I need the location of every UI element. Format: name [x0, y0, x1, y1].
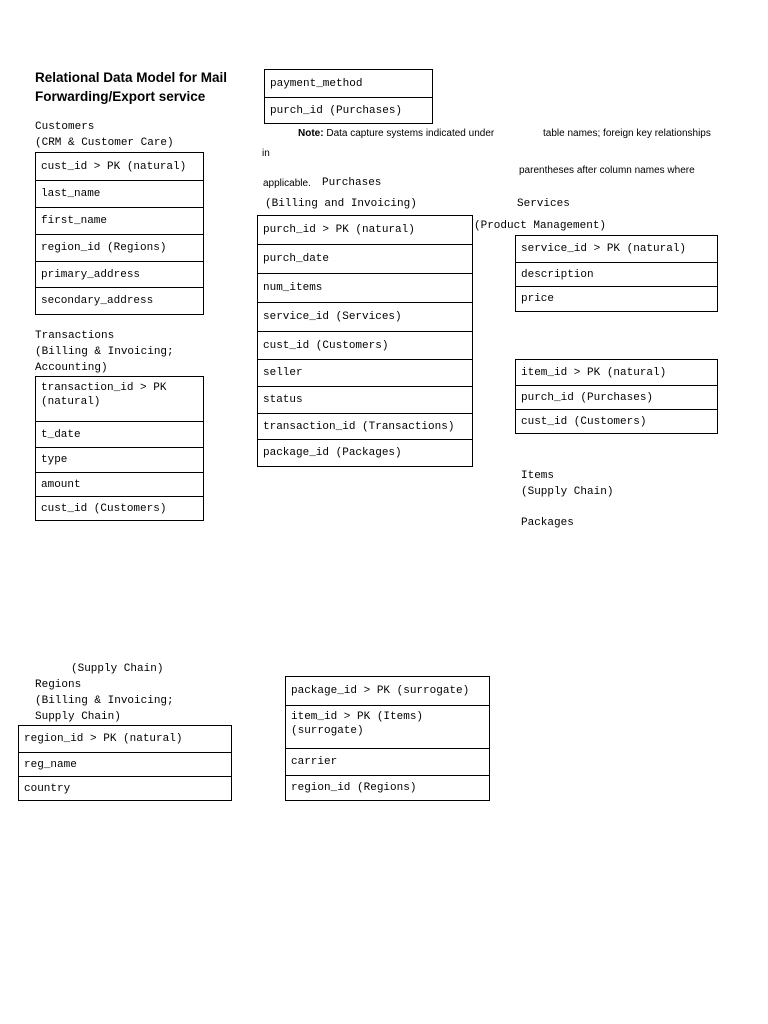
packages-table	[285, 676, 490, 801]
table-row: package_id > PK (surrogate)	[291, 685, 470, 697]
customers-table-system: (CRM & Customer Care)	[35, 137, 174, 149]
transactions-table-system-1: (Billing & Invoicing;	[35, 346, 174, 358]
packages-table-system: (Supply Chain)	[71, 663, 164, 675]
transactions-table	[35, 376, 204, 521]
table-row: payment_method	[270, 77, 363, 90]
table-row: cust_id (Customers)	[516, 409, 717, 433]
note	[298, 127, 494, 140]
regions-table-system-1: (Billing & Invoicing;	[35, 695, 174, 707]
title-line-1: Relational Data Model for Mail	[35, 70, 228, 85]
table-row: transaction_id (Transactions)	[258, 413, 472, 439]
table-row: purch_id (Purchases)	[516, 385, 717, 409]
table-row: first_name	[36, 207, 203, 234]
note-part-5: applicable.	[263, 178, 311, 189]
table-row: transaction_id > PK (natural)	[41, 382, 167, 408]
customers-table-name: Customers	[35, 121, 95, 133]
table-row: country	[19, 776, 231, 800]
note-bold: Note:	[298, 128, 324, 139]
regions-table	[18, 725, 232, 801]
title-line-2: Forwarding/Export service	[35, 89, 206, 104]
note-part-3: in	[262, 148, 270, 159]
table-row: status	[258, 386, 472, 413]
packages-table-name: Packages	[521, 517, 574, 529]
table-row: item_id > PK (Items) (surrogate)	[286, 705, 489, 748]
table-row: service_id (Services)	[258, 302, 472, 331]
items-table-system: (Supply Chain)	[521, 486, 614, 498]
table-row: description	[516, 262, 717, 286]
table-row: purch_id (Purchases)	[265, 97, 432, 123]
purchases-table-name: Purchases	[322, 177, 382, 189]
table-row: purch_date	[258, 244, 472, 273]
table-row: seller	[258, 359, 472, 386]
table-row: purch_id > PK (natural)	[263, 224, 415, 236]
transactions-table-name: Transactions	[35, 330, 115, 342]
table-row: carrier	[286, 748, 489, 775]
table-row: region_id > PK (natural)	[24, 733, 183, 745]
note-part-1: Data capture systems indicated under	[326, 128, 495, 139]
regions-table-name: Regions	[35, 679, 82, 691]
purchases-table-system: (Billing and Invoicing)	[265, 198, 417, 210]
table-row: package_id (Packages)	[258, 439, 472, 466]
table-row: cust_id > PK (natural)	[41, 160, 187, 173]
table-row: num_items	[258, 273, 472, 302]
table-row: secondary_address	[36, 287, 203, 314]
table-row: cust_id (Customers)	[258, 331, 472, 359]
table-row: region_id (Regions)	[36, 234, 203, 261]
table-row: t_date	[36, 421, 203, 447]
table-row: service_id > PK (natural)	[521, 243, 687, 255]
document-title	[35, 68, 227, 106]
table-row: item_id > PK (natural)	[521, 366, 667, 379]
note-part-4: parentheses after column names where	[519, 165, 695, 176]
table-row: price	[516, 286, 717, 311]
payment-fragment-table	[264, 69, 433, 124]
purchases-table	[257, 215, 473, 467]
services-table-name: Services	[517, 198, 570, 210]
note-part-2: table names; foreign key relationships	[543, 128, 711, 139]
table-row: last_name	[36, 180, 203, 207]
table-row: primary_address	[36, 261, 203, 287]
table-row: reg_name	[19, 752, 231, 776]
services-table	[515, 235, 718, 312]
table-row: region_id (Regions)	[286, 775, 489, 800]
items-table-name: Items	[521, 470, 555, 482]
transactions-table-system-2: Accounting)	[35, 362, 108, 374]
items-table	[515, 359, 718, 434]
table-row: amount	[36, 472, 203, 496]
customers-table	[35, 152, 204, 315]
table-row: cust_id (Customers)	[36, 496, 203, 520]
regions-table-system-2: Supply Chain)	[35, 711, 121, 723]
services-table-system: (Product Management)	[474, 220, 607, 232]
table-row: type	[36, 447, 203, 472]
